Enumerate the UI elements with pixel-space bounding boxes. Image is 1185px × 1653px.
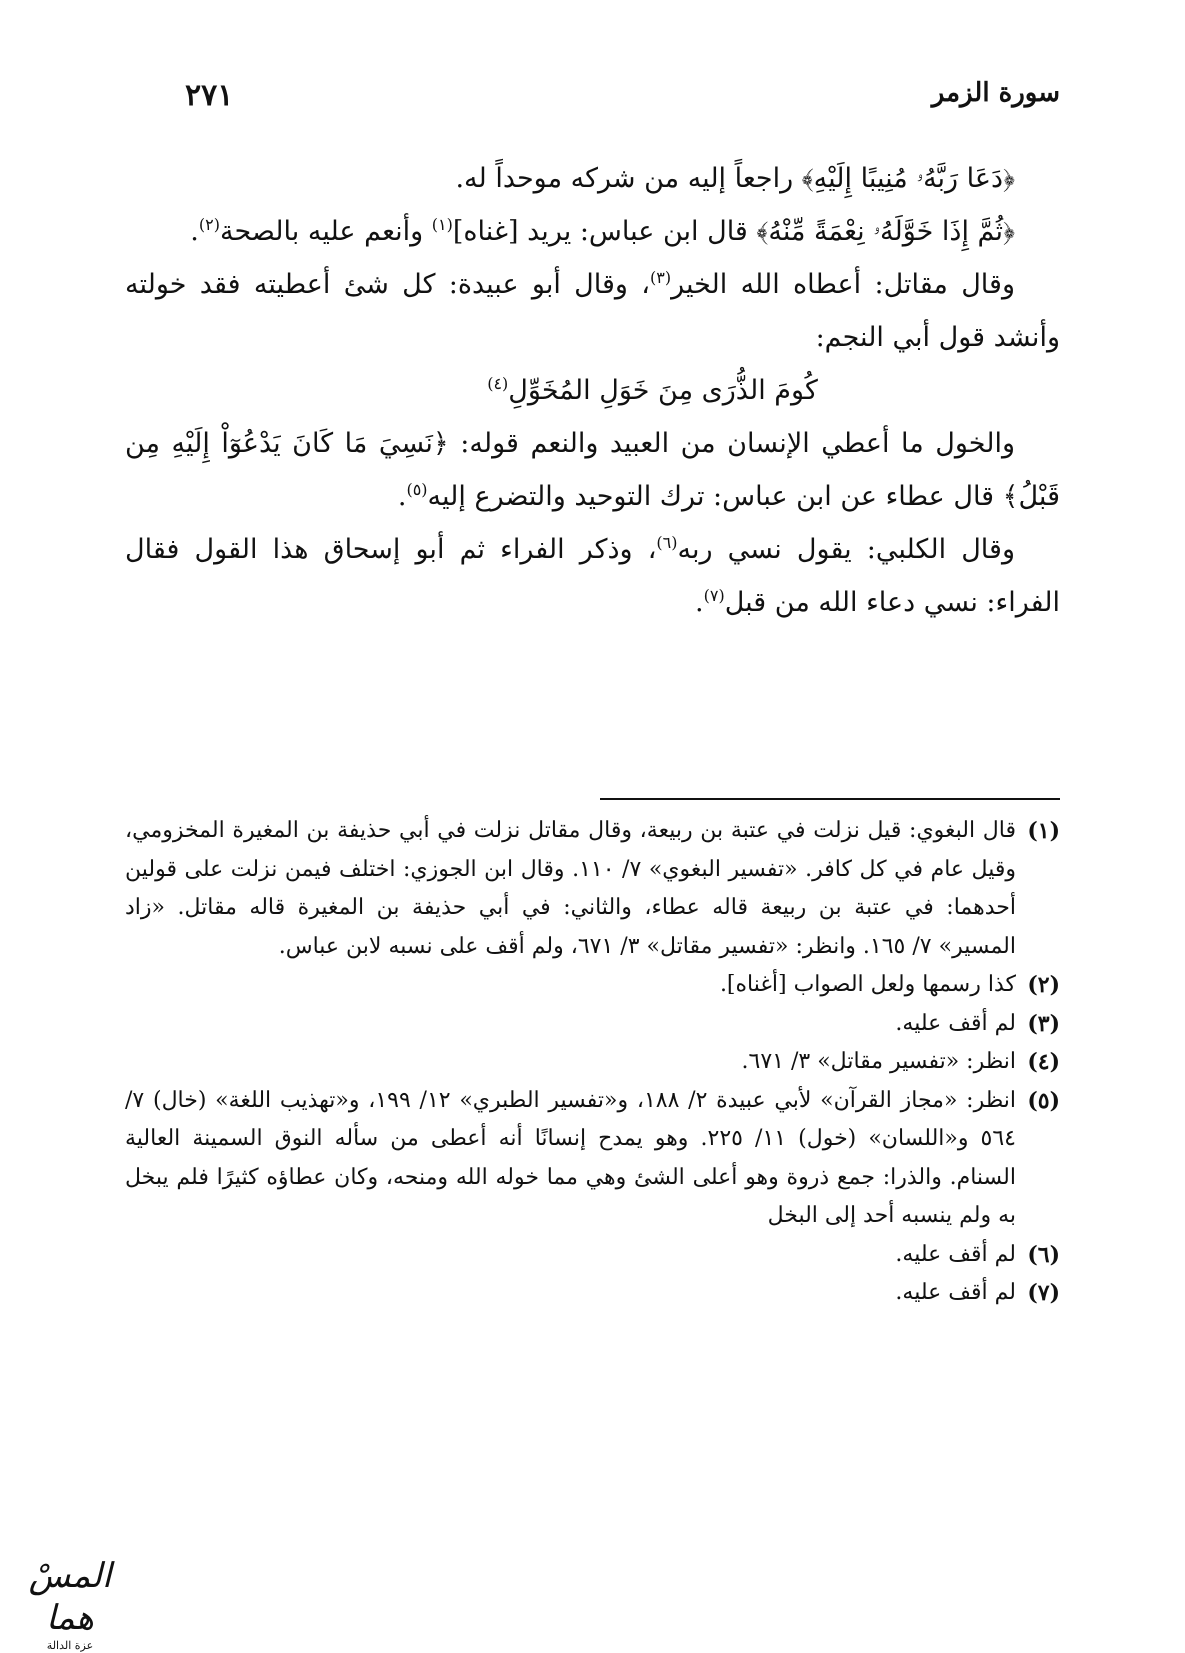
footnote-text: قال البغوي: قيل نزلت في عتبة بن ربيعة، وقال مقاتل نزلت في أبي حذيفة بن المغيرة المخزومي، وقيل عام في كل كافر. «تفسير البغوي» ٧/ ١١٠. وقال ابن الجوزي: اختلف فيمن نزلت على قولين أحدهما: في عتبة بن ربيعة قاله عطاء، والثاني: في أبي حذيفة بن المغيرة قاله مقاتل. «زاد المسير» ٧/ ١٦٥. وانظر: «تفسير مقاتل» ٣/ ٦٧١، ولم أقف على نسبه لابن عباس.	[125, 818, 1016, 959]
footnote-1	[125, 812, 1060, 966]
footnote-6	[125, 1236, 1060, 1275]
logo-subtext: عزة الدالة	[46, 1639, 94, 1652]
footnote-3	[125, 1005, 1060, 1044]
footnote-7	[125, 1274, 1060, 1313]
footnote-text: لم أقف عليه.	[895, 1280, 1016, 1305]
paragraph-5: وقال الكلبي: يقول نسي ربه$^{(٦)}$، وذكر الفراء ثم أبو إسحاق هذا القول فقال الفراء: نسي دعاء الله من قبل$^{(٧)}$.	[125, 533, 1060, 618]
footnote-ref-7[interactable]: (٧)	[703, 586, 725, 605]
paragraph-2: ﴿ثُمَّ إِذَا خَوَّلَهُۥ نِعْمَةً مِّنْهُ﴾ قال ابن عباس: يريد [غناه]$^{(١)}$ وأنعم عليه بالصحة$^{(٢)}$.	[190, 215, 1015, 247]
footnote-number: (٧)	[1027, 1280, 1060, 1306]
footnote-number: (٢)	[1027, 972, 1060, 998]
publisher-logo	[10, 1555, 130, 1652]
footnote-text: انظر: «تفسير مقاتل» ٣/ ٦٧١.	[741, 1049, 1016, 1074]
footnote-ref-5[interactable]: (٥)	[406, 480, 428, 499]
footnote-ref-3[interactable]: (٣)	[649, 268, 672, 287]
footnote-2	[125, 966, 1060, 1005]
footnote-divider	[600, 798, 1060, 800]
poetry-verse: كُومَ الذُّرَى مِنَ خَوَلِ المُخَوِّلِ$^{(٤)}$	[487, 374, 818, 406]
footnote-number: (١)	[1027, 818, 1060, 844]
footnote-text: لم أقف عليه.	[895, 1010, 1016, 1036]
page-header	[125, 78, 1060, 118]
footnote-ref-2[interactable]: (٢)	[198, 215, 220, 234]
footnote-text: كذا رسمها ولعل الصواب [أغناه].	[719, 972, 1016, 997]
paragraph-3: وقال مقاتل: أعطاه الله الخير$^{(٣)}$، وقال أبو عبيدة: كل شئ أعطيته فقد خولته وأنشد قول أبي النجم:	[125, 268, 1060, 353]
paragraph-1: ﴿دَعَا رَبَّهُۥ مُنِيبًا إِلَيْهِ﴾ راجعاً إليه من شركه موحداً له.	[455, 163, 1015, 194]
footnote-number: (٣)	[1027, 1010, 1060, 1037]
surah-title: سورة الزمر	[931, 78, 1060, 108]
footnote-4	[125, 1043, 1060, 1082]
footnote-ref-6[interactable]: (٦)	[656, 533, 678, 552]
main-text	[125, 152, 1060, 629]
footnote-ref-4[interactable]: (٤)	[487, 374, 509, 393]
footnote-number: (٤)	[1027, 1049, 1060, 1075]
page-number: ٢٧١	[185, 78, 234, 113]
footnote-number: (٦)	[1027, 1241, 1060, 1268]
footnote-text: انظر: «مجاز القرآن» لأبي عبيدة ٢/ ١٨٨، و«تفسير الطبري» ١٢/ ١٩٩، و«تهذيب اللغة» (خال) ٧/ ٥٦٤ و«اللسان» (خول) ١١/ ٢٢٥. وهو يمدح إنسانًا أنه أعطى من سأله النوق السمينة العالية السنام. والذرا: جمع ذروة وهو أعلى الشئ وهي مما خوله الله ومنحه، وكان عطاؤه كثيرًا فلم يبخل به ولم ينسبه أحد إلى البخل	[125, 1087, 1016, 1228]
paragraph-4: والخول ما أعطي الإنسان من العبيد والنعم قوله: ﴿نَسِيَ مَا كَانَ يَدْعُوٓاْ إِلَيْهِ مِن قَبْلُ﴾ قال عطاء عن ابن عباس: ترك التوحيد والتضرع إليه$^{(٥)}$.	[125, 428, 1060, 512]
footnote-ref-1[interactable]: (١)	[431, 215, 453, 234]
footnote-5	[125, 1082, 1060, 1236]
footnotes	[125, 812, 1060, 1313]
footnote-number: (٥)	[1027, 1087, 1060, 1114]
footnote-text: لم أقف عليه.	[895, 1241, 1016, 1267]
logo-text: المسْ هما	[28, 1556, 112, 1638]
